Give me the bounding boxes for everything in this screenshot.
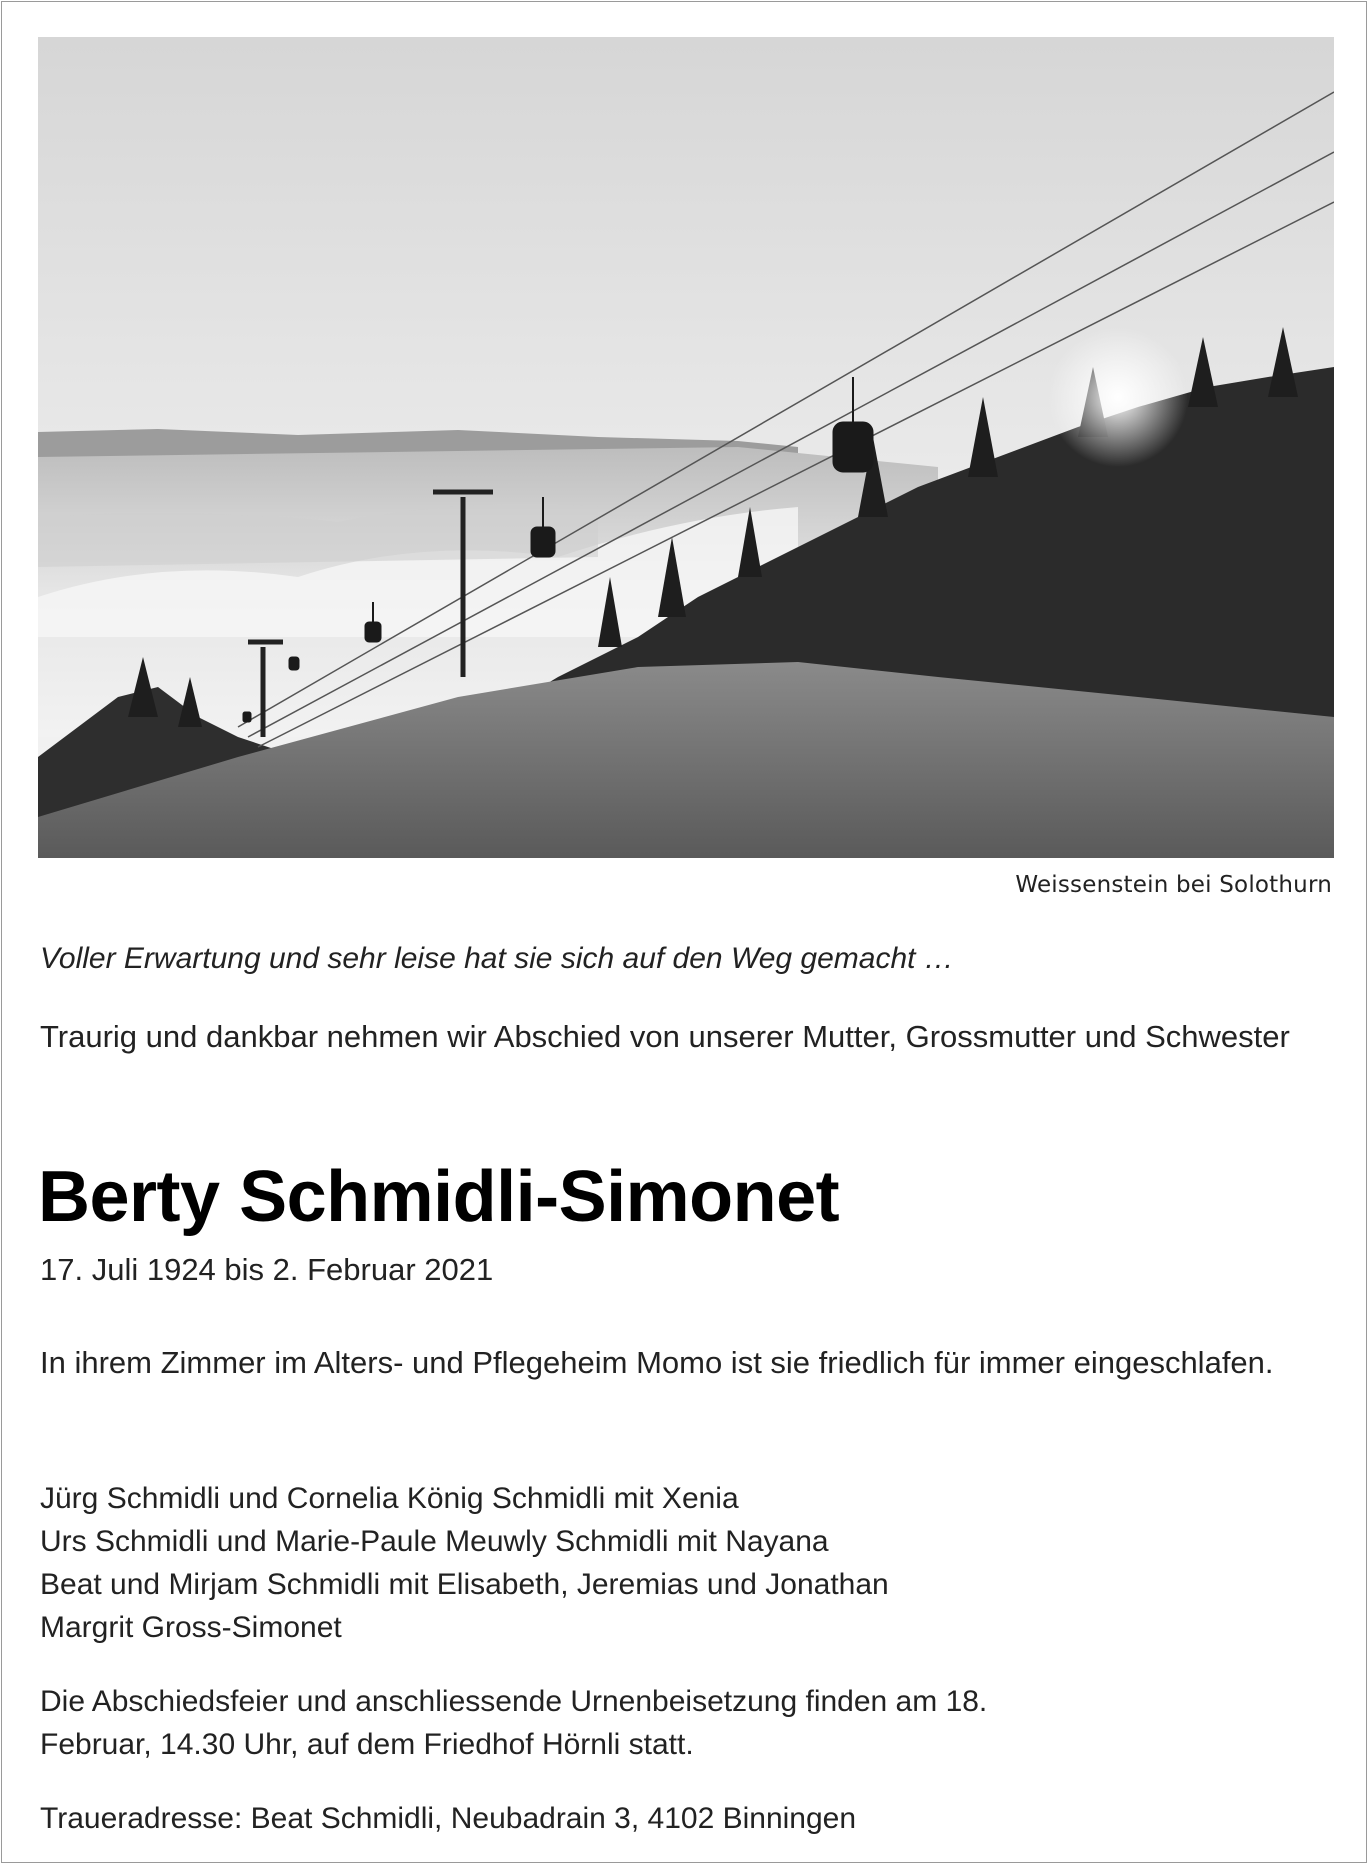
deceased-name: Berty Schmidli-Simonet bbox=[38, 1157, 840, 1237]
passing-text: In ihrem Zimmer im Alters- und Pflegeheim Momo ist sie friedlich für immer eingeschlafen. bbox=[40, 1345, 1274, 1380]
relative-entry: Urs Schmidli und Marie-Paule Meuwly Schmidli mit Nayana bbox=[40, 1525, 829, 1558]
relatives-list bbox=[40, 1477, 889, 1649]
life-dates: 17. Juli 1924 bis 2. Februar 2021 bbox=[40, 1252, 494, 1287]
relative-entry: Beat und Mirjam Schmidli mit Elisabeth, Jeremias und Jonathan bbox=[40, 1568, 889, 1601]
relative-entry: Margrit Gross-Simonet bbox=[40, 1611, 342, 1644]
mourning-address: Traueradresse: Beat Schmidli, Neubadrain 3, 4102 Binningen bbox=[40, 1802, 857, 1835]
photo-caption: Weissenstein bei Solothurn bbox=[1015, 872, 1332, 898]
relative-entry: Jürg Schmidli und Cornelia König Schmidli mit Xenia bbox=[40, 1482, 739, 1515]
verse: Voller Erwartung und sehr leise hat sie sich auf den Weg gemacht … bbox=[40, 942, 954, 975]
intro-text: Traurig und dankbar nehmen wir Abschied von unserer Mutter, Grossmutter und Schwester bbox=[40, 1019, 1290, 1054]
ceremony-text: Die Abschiedsfeier und anschliessende Urnenbeisetzung finden am 18. Februar, 14.30 Uhr, auf dem Friedhof Hörnli statt. bbox=[40, 1685, 988, 1761]
cable-car-photo bbox=[38, 37, 1334, 858]
